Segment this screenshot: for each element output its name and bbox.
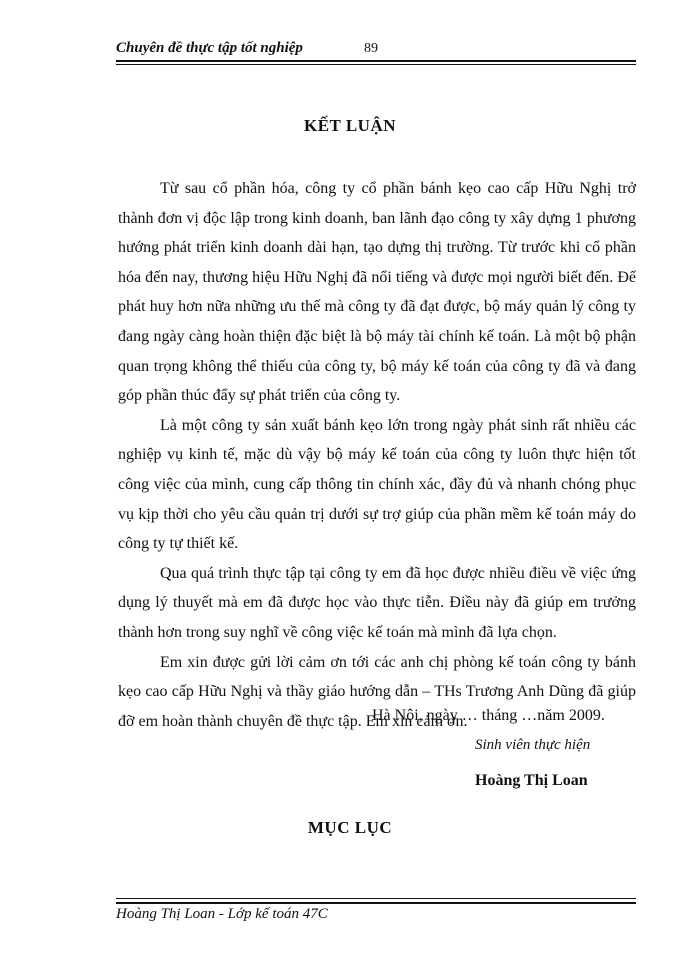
toc-title: MỤC LỤC [307, 818, 393, 837]
date-line: Hà Nội, ngày … tháng …năm 2009. [372, 707, 605, 724]
footer-rule-thick [116, 902, 636, 904]
section-title: KẾT LUẬN [303, 116, 396, 135]
body-text [118, 174, 636, 736]
running-header [116, 40, 636, 57]
signer-role: Sinh viên thực hiện [475, 737, 591, 753]
header-rule-thick [116, 60, 636, 62]
paragraph-4: Em xin được gửi lời cảm ơn tới các anh chị phòng kế toán công ty bánh kẹo cao cấp Hữu Nghị và thầy giáo hướng dẫn – THs Trương Anh Dũng đã giúp đỡ em hoàn thành chuyên đề thực tập. Em xin cảm ơn. [118, 653, 636, 730]
header-title: Chuyên đề thực tập tốt nghiệp [116, 40, 303, 56]
paragraph-1: Từ sau cổ phần hóa, công ty cổ phần bánh kẹo cao cấp Hữu Nghị trở thành đơn vị độc lập trong kinh doanh, ban lãnh đạo công ty xây dựng 1 phương hướng phát triển kinh doanh dài hạn, tạo dựng thị trường. Từ trước khi cổ phần hóa đến nay, thương hiệu Hữu Nghị đã nổi tiếng và được mọi người biết đến. Để phát huy hơn nữa những ưu thế mà công ty đã đạt được, bộ máy quản lý công ty đang ngày càng hoàn thiện đặc biệt là bộ máy tài chính kế toán. Là một bộ phận quan trọng không thể thiếu của công ty, bộ máy kế toán của công ty đã và đang góp phần thúc đẩy sự phát triển của công ty. [118, 180, 636, 405]
signer-name: Hoàng Thị Loan [475, 772, 588, 789]
header-rule-thin [116, 64, 636, 65]
footer-rule-thin [116, 898, 636, 899]
page-number: 89 [364, 41, 378, 56]
paragraph-3: Qua quá trình thực tập tại công ty em đã học được nhiều điều về việc ứng dụng lý thuyết mà em đã được học vào thực tiễn. Điều này đã giúp em trưởng thành hơn trong suy nghĩ về công việc kế toán mà mình đã lựa chọn. [118, 564, 636, 641]
running-footer: Hoàng Thị Loan - Lớp kế toán 47C [116, 906, 328, 922]
paragraph-2: Là một công ty sản xuất bánh kẹo lớn trong ngày phát sinh rất nhiều các nghiệp vụ kinh tế, mặc dù vậy bộ máy kế toán của công ty luôn thực hiện tốt công việc của mình, cung cấp thông tin chính xác, đầy đủ và nhanh chóng phục vụ kịp thời cho yêu cầu quản trị dưới sự trợ giúp của phần mềm kế toán máy do công ty tự thiết kế. [118, 416, 636, 553]
